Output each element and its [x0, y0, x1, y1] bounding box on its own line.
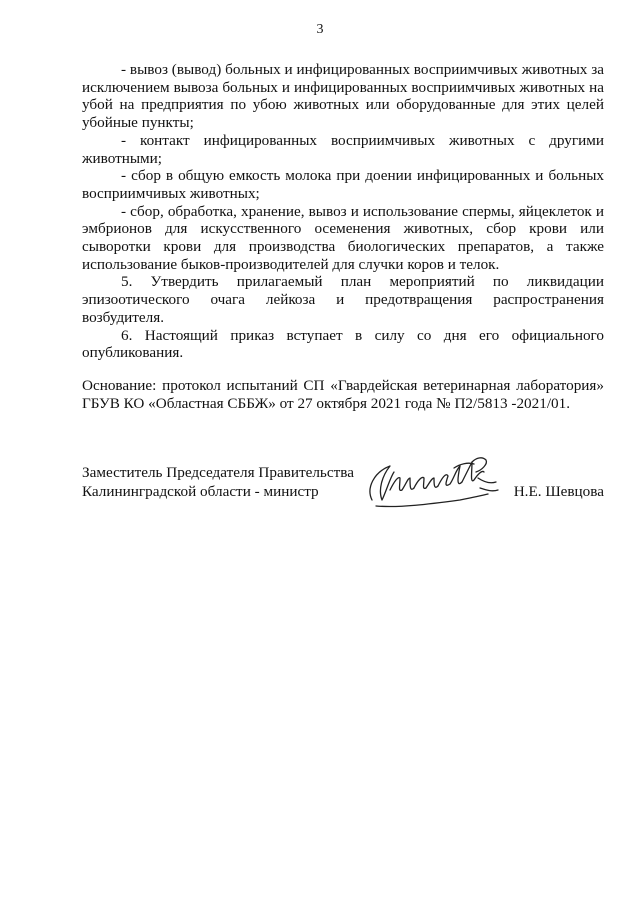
signer-title — [82, 464, 354, 501]
signer-title-line-1: Заместитель Председателя Правительства — [82, 464, 354, 481]
page-number: 3 — [316, 22, 324, 37]
signature-icon — [360, 448, 510, 518]
paragraph-item-5-plan: 5. Утвердить прилагаемый план мероприятий по ликвидации эпизоотического очага лейкоза и предотвращения распространения возбудителя. — [82, 273, 604, 326]
signer-title-line-2: Калининградской области - министр — [82, 482, 319, 500]
paragraph-milk-collection: - сбор в общую емкость молока при доении инфицированных и больных восприимчивых животных; — [82, 167, 604, 202]
paragraph-removal-of-animals: - вывоз (вывод) больных и инфицированных восприимчивых животных за исключением вывоза больных и инфицированных восприимчивых животных на убой на предприятия по убою животных или оборудованные для этих целей убойные пункты; — [82, 61, 604, 132]
paragraph-contact-of-animals: - контакт инфицированных восприимчивых животных с другими животными; — [82, 131, 604, 167]
paragraph-item-6-effective: 6. Настоящий приказ вступает в силу со дня его официального опубликования. — [82, 326, 604, 362]
basis-block — [82, 377, 604, 413]
basis-text: Основание: протокол испытаний СП «Гвардейская ветеринарная лаборатория» ГБУВ КО «Областная СББЖ» от 27 октября 2021 года № П2/5813 -2021/01. — [82, 377, 604, 412]
signer-name: Н.Е. Шевцова — [513, 483, 604, 500]
paragraph-sperm-and-blood: - сбор, обработка, хранение, вывоз и использование спермы, яйцеклеток и эмбрионов для искусственного осеменения животных, сбор крови или сыворотки крови для производства биологических препаратов, а также использование быков-производителей для случки коров и телок. — [82, 202, 604, 273]
document-body — [82, 61, 604, 362]
